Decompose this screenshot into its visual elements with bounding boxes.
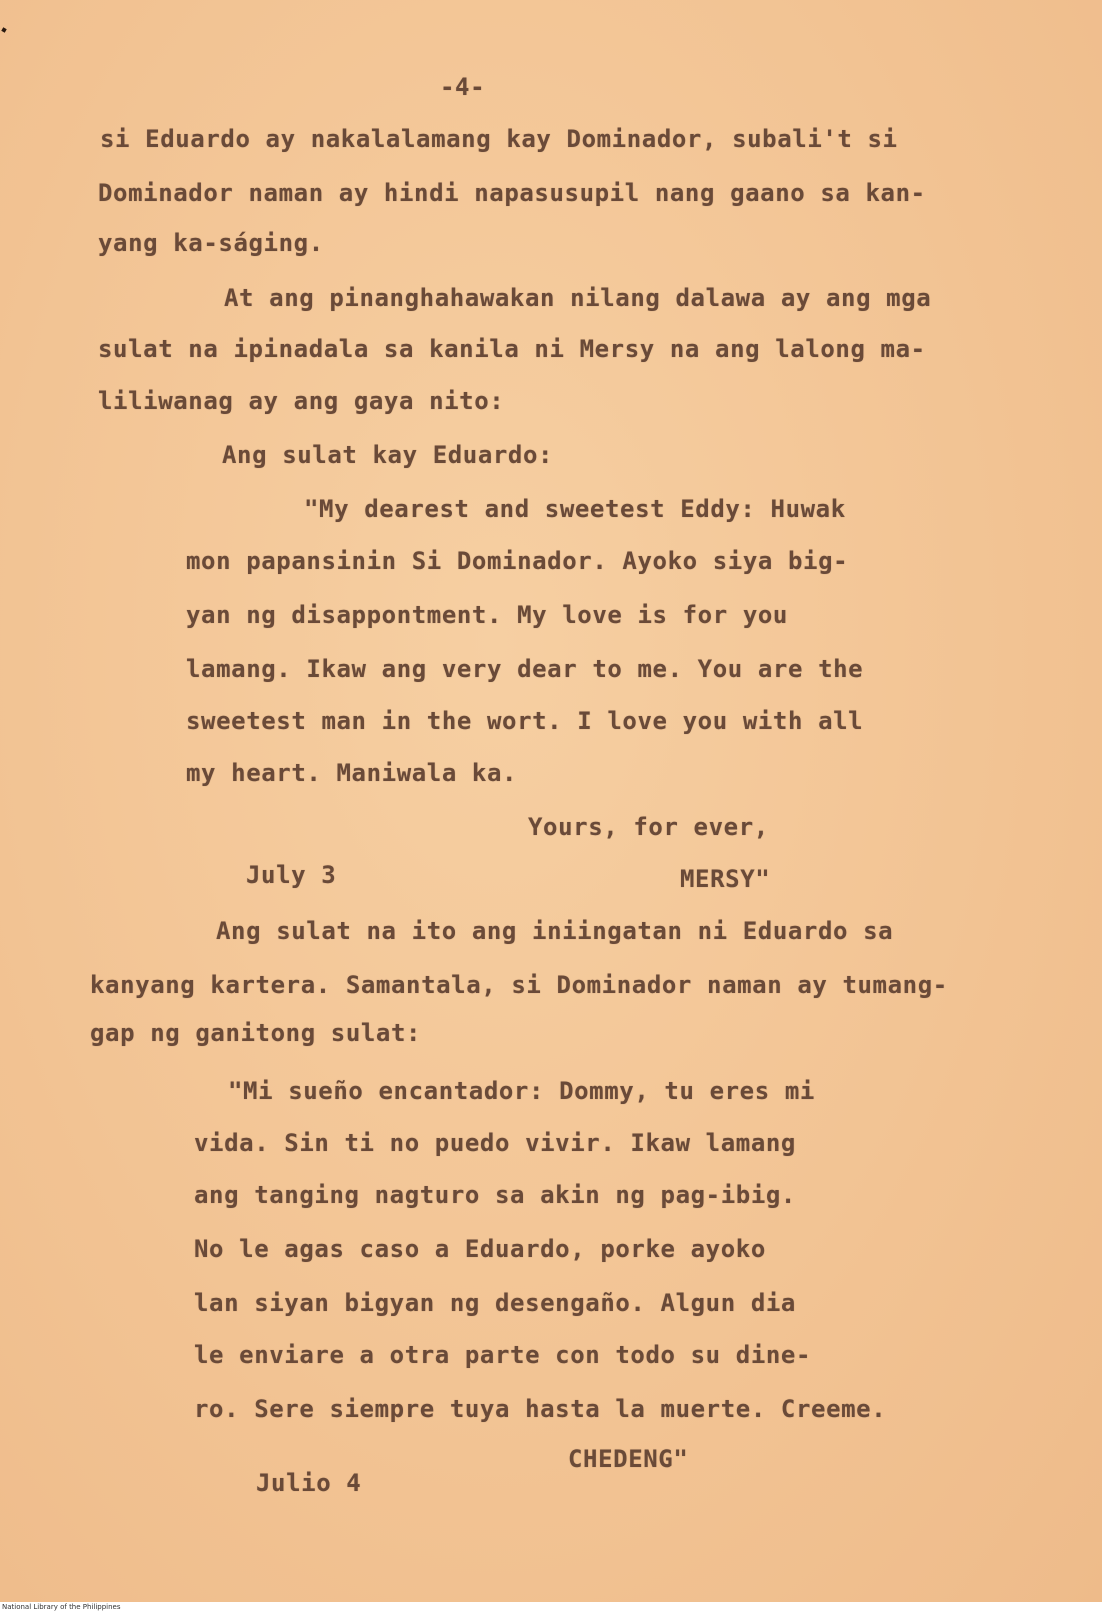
letter-2-line-6: le enviare a otra parte con todo su dine-	[194, 1341, 812, 1369]
paragraph-3-line-1: Ang sulat na ito ang iniingatan ni Eduardo sa	[216, 917, 894, 945]
letter-1-line-2: mon papansinin Si Dominador. Ayoko siya big-	[186, 547, 849, 575]
letter-1-line-1: "My dearest and sweetest Eddy: Huwak	[304, 495, 846, 523]
paragraph-2-line-3: liliwanag ay ang gaya nito:	[98, 387, 505, 415]
letter-2-line-2: vida. Sin ti no puedo vivir. Ikaw lamang	[194, 1129, 796, 1157]
letter-1-intro: Ang sulat kay Eduardo:	[222, 441, 554, 469]
footer-credit: National Library of the Philippines	[2, 1603, 121, 1611]
letter-2-line-1: "Mi sueño encantador: Dommy, tu eres mi	[228, 1077, 815, 1105]
letter-1-line-4: lamang. Ikaw ang very dear to me. You are the	[186, 655, 864, 683]
paragraph-2-line-2: sulat na ipinadala sa kanila ni Mersy na ang lalong ma-	[98, 335, 926, 363]
paragraph-1-line-1: si Eduardo ay nakalalamang kay Dominador, subali't si	[100, 125, 898, 153]
paragraph-3-line-2: kanyang kartera. Samantala, si Dominador naman ay tumang-	[90, 971, 948, 999]
page-number: -4-	[440, 73, 486, 101]
letter-1-date: July 3	[246, 861, 337, 889]
letter-1-line-6: my heart. Maniwala ka.	[186, 759, 518, 787]
letter-1-line-3: yan ng disappontment. My love is for you	[186, 601, 788, 629]
paragraph-1-line-3: yang ka-ságing.	[98, 229, 324, 257]
paragraph-2-line-1: At ang pinanghahawakan nilang dalawa ay ang mga	[224, 284, 932, 312]
letter-2-line-7: ro. Sere siempre tuya hasta la muerte. Creeme.	[194, 1395, 887, 1423]
ink-mark	[1, 27, 6, 32]
letter-1-line-5: sweetest man in the wort. I love you with all	[186, 707, 864, 735]
letter-1-closing: Yours, for ever,	[528, 813, 769, 841]
letter-2-line-5: lan siyan bigyan ng desengaño. Algun dia	[194, 1289, 796, 1317]
letter-2-signature: CHEDENG"	[568, 1445, 689, 1473]
footer-strip	[0, 1602, 1102, 1613]
letter-2-line-4: No le agas caso a Eduardo, porke ayoko	[194, 1235, 766, 1263]
paragraph-1-line-2: Dominador naman ay hindi napasusupil nang gaano sa kan-	[98, 179, 926, 207]
letter-2-date: Julio 4	[256, 1469, 362, 1497]
letter-1-signature: MERSY"	[680, 865, 771, 893]
paragraph-3-line-3: gap ng ganitong sulat:	[90, 1019, 422, 1047]
letter-2-line-3: ang tanging nagturo sa akin ng pag-ibig.	[194, 1181, 796, 1209]
